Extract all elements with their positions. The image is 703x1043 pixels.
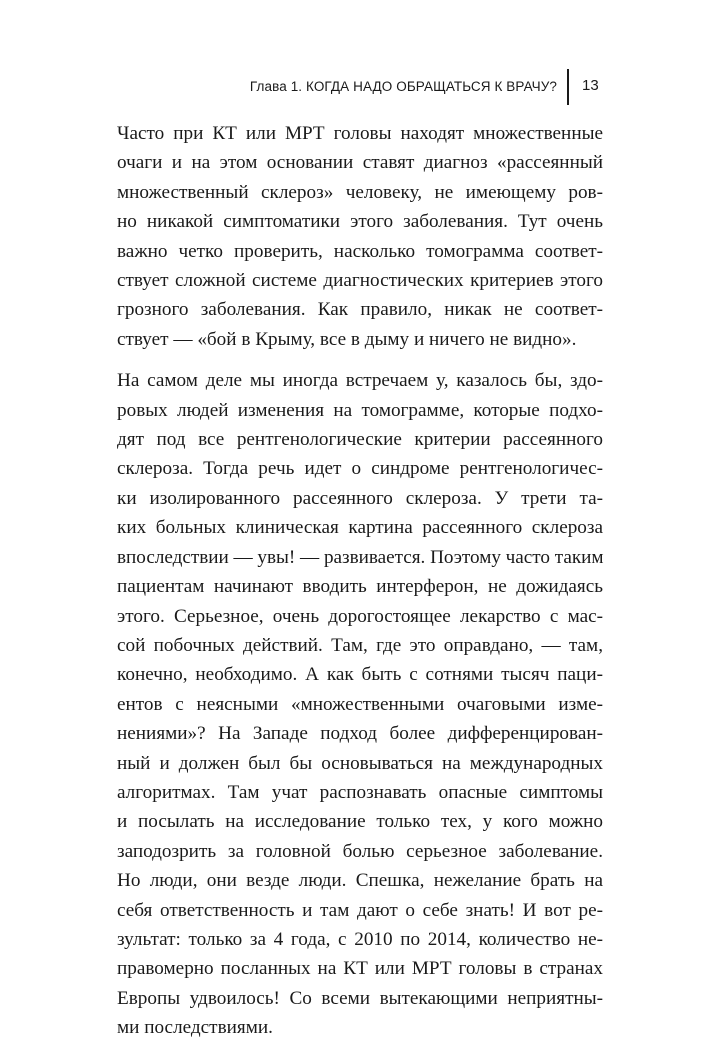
- text-line: конечно, необходимо. А как быть с сотнями тысяч паци-: [117, 664, 603, 686]
- text-line: впоследствии — увы! — развивается. Поэтому часто таким: [117, 546, 604, 568]
- text-line: ровых людей изменения на томограмме, которые подхо-: [117, 399, 603, 421]
- text-line: но никакой симптоматики этого заболевания. Тут очень: [117, 211, 603, 233]
- text-line: ный и должен был бы основываться на международных: [117, 752, 603, 774]
- text-line: ствует сложной системе диагностических критериев этого: [117, 270, 603, 292]
- text-line: Но люди, они везде люди. Спешка, нежелание брать на: [117, 870, 603, 892]
- text-line: этого. Серьезное, очень дорогостоящее лекарство с мас-: [117, 605, 603, 627]
- running-header: [0, 69, 703, 109]
- text-line: ми последствиями.: [117, 1017, 273, 1039]
- page-number: 13: [582, 77, 599, 94]
- text-line: ки изолированного рассеянного склероза. У трети та-: [117, 487, 603, 509]
- text-line: ствует — «бой в Крыму, все в дыму и ничего не видно».: [117, 328, 577, 350]
- body-text: [117, 119, 603, 1043]
- text-line: склероза. Тогда речь идет о синдроме рентгенологичес-: [117, 458, 603, 480]
- text-line: дят под все рентгенологические критерии рассеянного: [117, 429, 603, 451]
- text-line: алгоритмах. Там учат распознавать опасные симптомы: [117, 781, 603, 803]
- text-line: множественный склероз» человеку, не имеющему ров-: [117, 181, 603, 203]
- text-line: и посылать на исследование только тех, у кого можно: [117, 811, 603, 833]
- text-line: нениями»? На Западе подход более дифференцирован-: [117, 723, 603, 745]
- text-line: ких больных клиническая картина рассеянного склероза: [117, 517, 603, 539]
- text-line: правомерно посланных на КТ или МРТ головы в странах: [117, 958, 603, 980]
- text-line: Европы удвоилось! Со всеми вытекающими неприятны-: [117, 987, 603, 1009]
- text-line: сой побочных действий. Там, где это оправдано, — там,: [117, 634, 603, 656]
- text-line: себя ответственность и там дают о себе знать! И вот ре-: [117, 899, 603, 921]
- text-line: ентов с неясными «множественными очаговыми изме-: [117, 693, 603, 715]
- text-line: зультат: только за 4 года, с 2010 по 2014, количество не-: [117, 928, 603, 950]
- text-line: заподозрить за головной болью серьезное заболевание.: [117, 840, 603, 862]
- text-line: грозного заболевания. Как правило, никак не соответ-: [117, 299, 603, 321]
- text-line: На самом деле мы иногда встречаем у, казалось бы, здо-: [117, 370, 603, 392]
- text-line: важно четко проверить, насколько томограмма соответ-: [117, 240, 603, 262]
- text-line: очаги и на этом основании ставят диагноз «рассеянный: [117, 152, 603, 174]
- header-divider: [567, 69, 569, 105]
- paragraph-1: [117, 119, 603, 354]
- text-line: пациентам начинают вводить интерферон, не дожидаясь: [117, 576, 603, 598]
- paragraph-2: [117, 366, 603, 1042]
- text-line: Часто при КТ или МРТ головы находят множественные: [117, 123, 603, 144]
- chapter-title: Глава 1. КОГДА НАДО ОБРАЩАТЬСЯ К ВРАЧУ?: [249, 79, 557, 94]
